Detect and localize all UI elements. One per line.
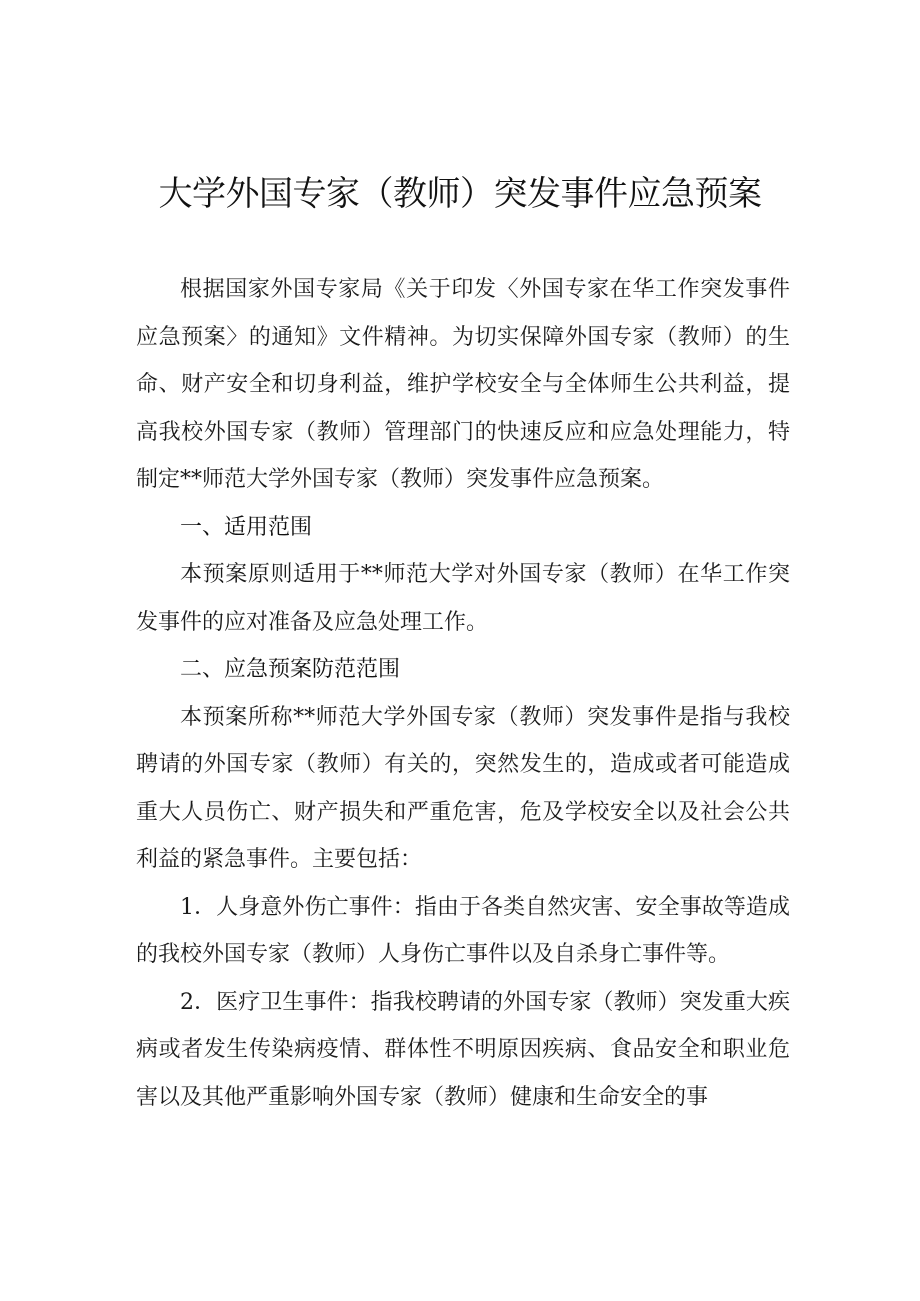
section-2-heading: 二、应急预案防范范围 xyxy=(180,657,401,682)
section-1-heading: 一、适用范围 xyxy=(180,514,313,540)
section-1-paragraph: 本预案原则适用于**师范大学对外国专家（教师）在华工作突发事件的应对准备及应急处理工作。 xyxy=(136,562,790,635)
document-body xyxy=(136,266,790,1121)
section-2-paragraph: 本预案所称**师范大学外国专家（教师）突发事件是指与我校聘请的外国专家（教师）有关的，突然发生的，造成或者可能造成重大人员伤亡、财产损失和严重危害，危及学校安全以及社会公共利益的紧急事件。主要包括： xyxy=(136,704,790,872)
list-item-personal-accident: 1．人身意外伤亡事件：指由于各类自然灾害、安全事故等造成的我校外国专家（教师）人身伤亡事件以及自杀身亡事件等。 xyxy=(136,894,790,967)
list-item-medical-health: 2．医疗卫生事件：指我校聘请的外国专家（教师）突发重大疾病或者发生传染病疫情、群体性不明原因疾病、食品安全和职业危害以及其他严重影响外国专家（教师）健康和生命安全的事 xyxy=(136,989,790,1110)
document-title: 大学外国专家（教师）突发事件应急预案 xyxy=(158,174,762,214)
intro-paragraph: 根据国家外国专家局《关于印发〈外国专家在华工作突发事件应急预案〉的通知》文件精神。为切实保障外国专家（教师）的生命、财产安全和切身利益，维护学校安全与全体师生公共利益，提高我校外国专家（教师）管理部门的快速反应和应急处理能力，特制定**师范大学外国专家（教师）突发事件应急预案。 xyxy=(136,277,790,492)
